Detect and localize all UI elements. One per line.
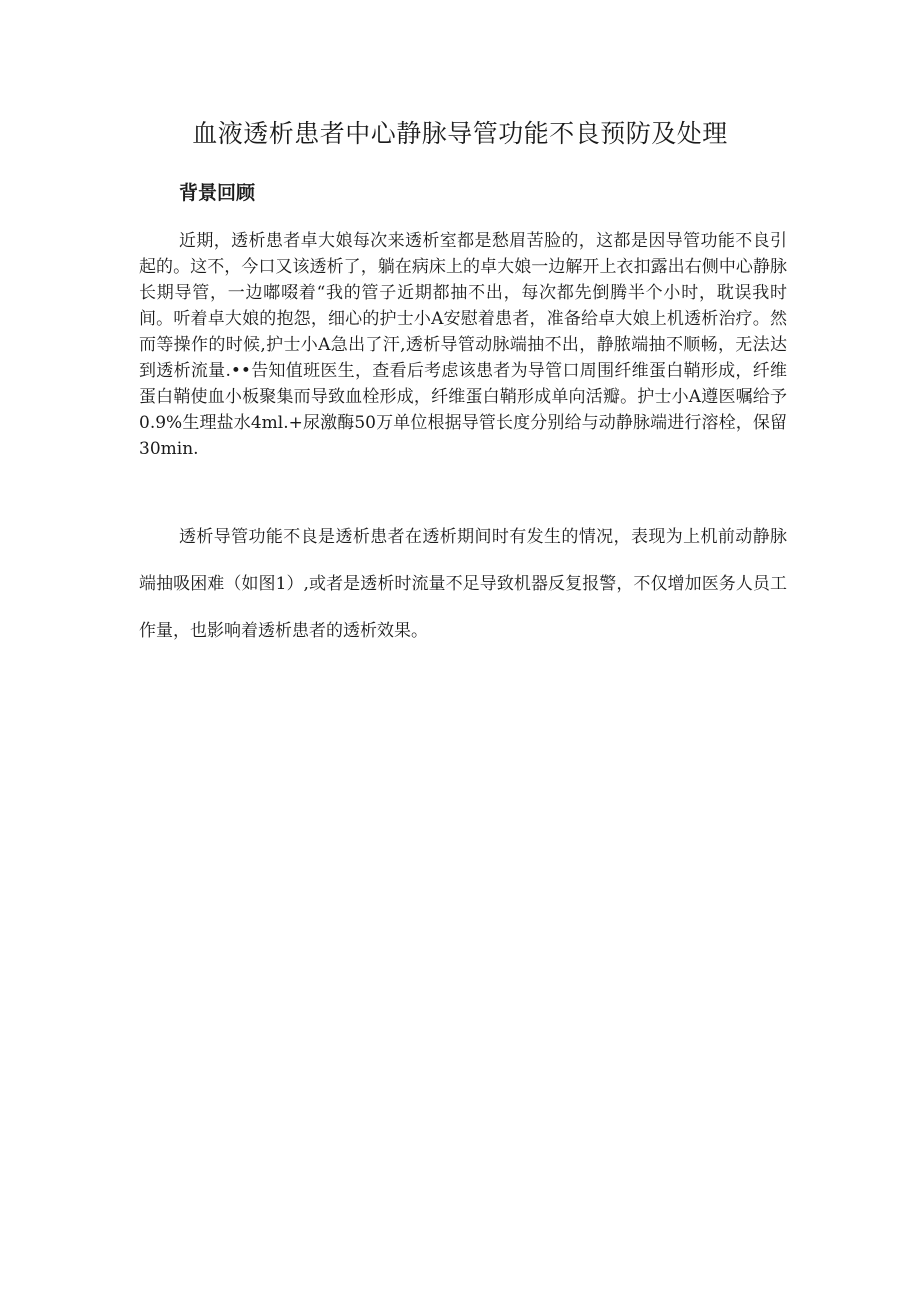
- document-title: 血液透析患者中心静脉导管功能不良预防及处理: [192, 119, 728, 148]
- paragraph-background-case: 近期，透析患者卓大娘每次来透析室都是愁眉苦脸的，这都是因导管功能不良引起的。这不，今口又该透析了，躺在病床上的卓大娘一边解开上衣扣露出右侧中心静脉长期导管，一边嘟啜着“我的管子近期都抽不出，每次都先倒腾半个小时，耽误我时间。听着卓大娘的抱怨，细心的护士小A安慰着患者，准备给卓大娘上机透析治疗。然而等操作的时候,护士小A急出了汗,透析导管动脉端抽不出，静脓端抽不顺畅，无法达到透析流量.••告知值班医生，查看后考虑该患者为导管口周围纤维蛋白鞘形成，纤维蛋白鞘使血小板聚集而导致血栓形成，纤维蛋白鞘形成单向活瓣。护士小A遵医嘱给予0.9%生理盐水4ml.+尿激酶50万单位根据导管长度分别给与动静脉端进行溶栓，保留30min.: [139, 231, 787, 459]
- paragraph-catheter-dysfunction: 透析导管功能不良是透析患者在透析期间时有发生的情况，表现为上机前动静脉端抽吸困难（如图1）,或者是透析时流量不足导致机器反复报警，不仅增加医务人员工作量，也影响着透析患者的透析效果。: [139, 527, 787, 641]
- section-heading: 背景回顾: [179, 182, 256, 204]
